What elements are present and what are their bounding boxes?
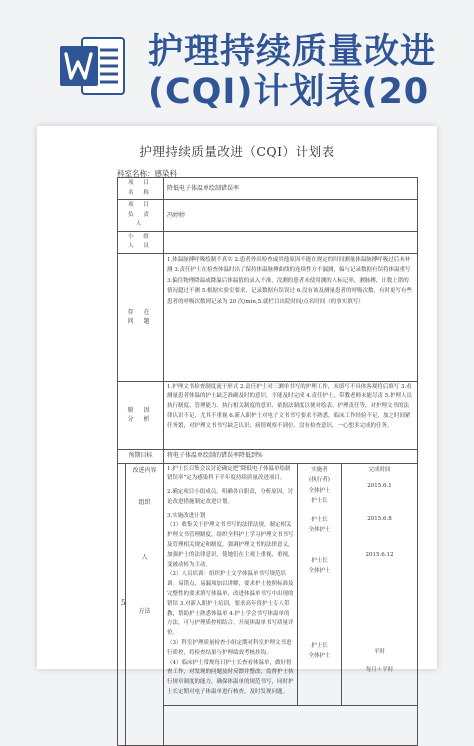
table-row (118, 231, 418, 253)
plan-item: 1.护士长召集会议讨论确定把“降低电子体温单绘制错误率”定为感染科下半年度持续质量改进项目。 (167, 465, 291, 482)
department-label: 科室名称：感染科 (117, 169, 177, 178)
plan-item: （1）收集关于护理文书书写的法律法规，制定相关护理文书管理制度，组织全科护士学习护理文书书写及管理相关规定和制度，强调护理文书的法律意义，加强护士的法律意识，使她们在主观上重视、重视，变被动转为主动。 (167, 522, 294, 568)
time-header: 完成时间 (368, 466, 391, 473)
plan-item: （2）人员培训：组织护士文学体温单书写规范培训。易错点，易漏项加以讲解，要求护士按照标准及完整性的要求填写体温单，改进体温单书写中出现的错误 3.对新入职护士培训，要求高年资护士专人带教，帮助护士熟悉体温单 4.护士学会书写体温单的方法，可与护理质控相结合，开展体温单书写质量评价。 (167, 571, 294, 637)
team-members-value (164, 231, 418, 253)
table-row (118, 381, 418, 449)
plan-item-final (164, 705, 418, 745)
time-item: 2015.6.12 (365, 552, 394, 558)
time-item: 2015.6.1 (367, 483, 392, 489)
team-members-label: 小 组 人 员 (118, 231, 164, 253)
executor-item: 全体护士 (308, 527, 331, 533)
executor-item: 护士长 (311, 557, 328, 564)
table-row (118, 200, 418, 232)
analysis-text: 1.护理文书检查制度流于形式 2.责任护士对三测单书写的护理工作，未填写不具体客观将后填写 3.看测量患者体温的护士缺乏准确及时的意识，不能及时完成 4.责任护士，带教老师未能尽责 5.护理人员执行制度、管理能力、执行相关制度的意识、依据法制度以便对绘表、护理责任等，对护理文书的法律认识不足，尤其不重视 6.新入职护士对电子文书书写要求不熟悉，临床工作经验不足，加之时间紧任务繁，对护理文书书写缺乏认识；病情观察不到位、没有检查意识，一心想多完成的任务。 (164, 381, 418, 449)
executor-item: 全体护士 (308, 487, 331, 494)
executor-item: (执行者) (309, 477, 330, 483)
table-row (118, 178, 418, 200)
times-cell (342, 463, 418, 705)
executor-item: 全体护士 (308, 653, 331, 659)
time-item: 每月＋平时 (365, 667, 394, 673)
plan-title-part-2: 人 (141, 553, 148, 561)
banner (0, 0, 474, 118)
executor-item: 全体护士 (308, 568, 331, 574)
plan-title-part-3: 方法 (138, 608, 151, 615)
plan-section-title (126, 463, 164, 745)
executor-header: 实施者 (311, 466, 328, 473)
project-name-label: 项 目 名 称 (118, 178, 164, 200)
plan-items-cell (164, 463, 298, 705)
expected-goal-value: 将电子体温单绘制的错误率降低到% (164, 449, 418, 463)
problem-label: 存 在 问 题 (118, 253, 164, 381)
plan-item: 3.实施改进计划 (167, 512, 206, 519)
problem-text: 1.体温脉搏呼吸绘制不真实 2.患者外出检查或其他原因不能在规定的时间测量体温脉搏呼吸过后未补测 3.责任护士在检查体温时出了保持体温脉搏曲线的连续性方不漏测，偏与记录数据有误将体温重写 3.偏住物理降温或降温后体温值的录入不准，没测的患者未使用测的人标记率，测脉搏，计数上错的情况超过不测 5.根据实验室要求，记录数据有误误过 6.没有该及测量患者的呼吸次数，有时更写有些患者的呼吸次数则记录为 20 次/min,5.就栏目出院时间/点名时间（的事实填写） (164, 253, 418, 381)
project-leader-value: 冯婷婷 (164, 200, 418, 232)
plan-title-part-1: 组织 (138, 499, 151, 506)
cqi-plan-table (117, 177, 418, 746)
executor-item: 护士长 (311, 516, 328, 523)
executor-item: 护士长 (311, 642, 328, 649)
plan-item: 2.确定项目小组成员，明确各自职责，分析原因，讨论改进措施制定改进计划。 (167, 489, 294, 505)
analysis-label: 原 因 分 析 (118, 381, 164, 449)
banner-title-line-2: (CQI)计划表(20 (148, 72, 430, 112)
document-page (37, 126, 437, 696)
banner-title-line-1: 护理持续质量改进 (148, 32, 437, 72)
word-doc-icon (58, 34, 128, 98)
plan-section-number: 5 (118, 463, 126, 745)
project-name-value: 降低电子体温单绘制错误率 (164, 178, 418, 200)
expected-goal-label: 预期目标 (118, 449, 164, 463)
table-row (118, 253, 418, 381)
project-leader-label: 项 目 负 责 人 (118, 200, 164, 232)
document-title: 护理持续质量改进（CQI）计划表 (139, 144, 335, 159)
table-row (118, 463, 418, 705)
executor-item: 护士长 (311, 498, 328, 504)
plan-item: （4）临床护士常规每日护士长查看体温单，做好督查工作，对发现的问题及时反馈并整改，监督护士执行规章制度的能力，确保体温单的规范书写，同时护士长定期对电子体温单进行核查，及时发现问题。 (167, 659, 294, 696)
table-row (118, 449, 418, 463)
time-item: 2015.6.8 (367, 515, 392, 522)
time-item: 平时 (374, 648, 386, 655)
plan-item: （3）科室护理质量检查小组定期对科室护理文书进行质控，将检查结果与护理绩效考核挂钩。 (167, 640, 292, 656)
plan-content-header: 改进内容 (132, 466, 157, 474)
executors-cell (298, 463, 342, 705)
